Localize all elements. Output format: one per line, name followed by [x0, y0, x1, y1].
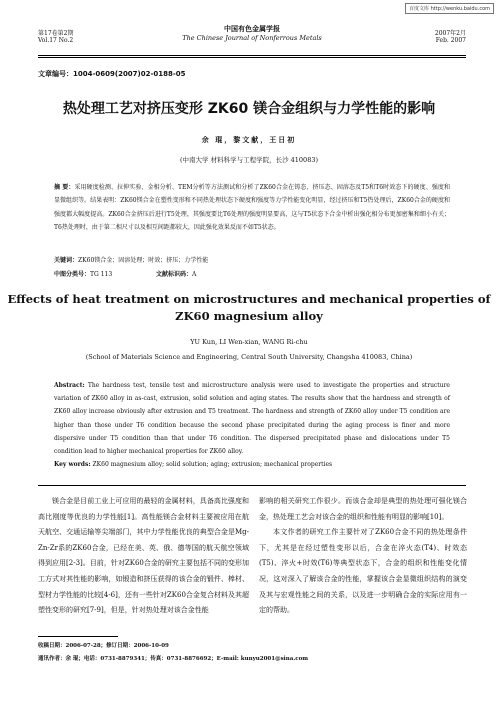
doc-code-label: 文献标识码：	[156, 271, 193, 278]
watermark: 百度文库 http://wenku.baidu.com	[405, 3, 494, 14]
abstract-en-text: The hardness test, tensile test and microstructure analysis were used to investigate the properties and structure variation of ZK60 alloy in as-cast, extrusion, solid solution and aging states. The results show that the hardness and strength of ZK60 alloy increase obviously after extrusion and T5 treatment. The hardness and strength of ZK60 alloy under T5 condition are higher than those under T6 condition because the second phase precipitated during the aging process is finer and more dispersive under T5 condition than that under T6 condition. The dispersed precipitated phase and dislocations under T5 condition lead to higher mechanical properties for ZK60 alloy.	[54, 382, 450, 456]
abstract-cn-text: 采用硬度检测、拉伸实验、金相分析、TEM分析等方法测试和分析了ZK60合金在铸态、挤压态、固溶态及T5和T6时效态下的硬度、强度和显微组织等。结果表明：ZK60镁合金在塑性变形和不同热处理状态下硬度和强度等力学性能变化明显，经过挤压和T5热处理后，ZK60合金的硬度和强度都大幅度提高。ZK60合金挤压后进行T5处理，其强度要比T6处理的强度明显要高，这与T5状态下合金中析出强化相分布更加密集和细小有关；T6热处理时，由于第二相尺寸以及相互间距都较大，因此强化效果反而不如T5状态。	[54, 184, 451, 231]
journal-name-en: The Chinese Journal of Nonferrous Metals	[182, 34, 322, 42]
clc-value: TG 113	[90, 271, 113, 278]
header-rule-bottom	[38, 57, 466, 58]
footnote-rule	[38, 636, 118, 637]
affiliation-en: (School of Materials Science and Engineering, Central South University, Changsha 410083, China)	[85, 353, 413, 361]
clc-label: 中图分类号：	[54, 271, 91, 278]
doc-code-value: A	[192, 271, 197, 278]
keywords-en	[54, 458, 450, 471]
body-right-paragraph-1: 影响的相关研究工作很少。而该合金却是典型的热处理可强化镁合金，热处理工艺会对该合金的组织和性能有明显的影响[10]。	[259, 497, 467, 521]
authors-en: YU Kun, LI Wen-xian, WANG Ri-chu	[190, 338, 308, 346]
keywords-en-label: Key words:	[54, 461, 91, 468]
body-column-left	[38, 494, 249, 619]
title-cn: 热处理工艺对挤压变形 ZK60 镁合金组织与力学性能的影响	[62, 101, 436, 117]
volume-en: Vol.17 No.2	[38, 37, 74, 44]
abstract-divider	[38, 485, 466, 486]
abstract-cn	[54, 181, 450, 234]
affiliation-cn: (中南大学 材料科学与工程学院，长沙 410083)	[179, 156, 319, 164]
abstract-en-label: Abstract:	[54, 382, 85, 389]
date-en: Feb. 2007	[435, 37, 466, 44]
keywords-cn-label: 关键词：	[54, 257, 79, 264]
title-en: Effects of heat treatment on microstructures and mechanical properties of ZK60 magnesium alloy	[7, 292, 491, 323]
authors-cn: 余 琨，黎文献，王日初	[201, 135, 297, 144]
journal-header	[38, 22, 466, 52]
journal-name-cn: 中国有色金属学报	[224, 24, 280, 33]
keywords-cn-text: ZK60镁合金；固溶处理；时效；挤压；力学性能	[78, 257, 209, 264]
keywords-en-text: ZK60 magnesium alloy; solid solution; aging; extrusion; mechanical properties	[92, 461, 333, 468]
footnote-received: 收稿日期：2006-07-28；修订日期：2006-10-09	[38, 643, 169, 649]
header-rule-top	[38, 55, 466, 56]
volume-cn: 第17卷第2期	[38, 30, 74, 37]
abstract-cn-label: 摘 要：	[54, 184, 75, 191]
footnote-correspondence: 通讯作者：余 琨；电话：0731-8879341；传真：0731-8876692；E-mail: kunyu2001@sina.com	[38, 656, 309, 662]
article-number: 文章编号：1004-0609(2007)02-0188-05	[38, 70, 186, 78]
date-cn: 2007年2月	[434, 30, 466, 37]
abstract-en	[54, 379, 450, 458]
body-left-text: 镁合金是目前工业上可应用的最轻的金属材料，具备高比强度和高比刚度等优良的力学性能[1]。高性能镁合金材料主要被应用在航天航空、交通运输等尖端部门，其中力学性能优良的典型合金是Mg-Zn-Zr系的ZK60合金，已经在美、英、俄、德等国的航天航空领域得到应用[2-3]。目前，针对ZK60合金的研究主要包括不同的变形加工方式对其性能的影响，如锻造和挤压获得的该合金的锻件、棒材、型材力学性能的比较[4-6]，还有一些针对ZK60合金复合材料及其超塑性变形的研究[7-9]，但是，针对热处理对该合金性能	[38, 497, 249, 615]
classification-cn	[54, 268, 450, 281]
keywords-cn	[54, 254, 450, 267]
body-right-paragraph-2: 本文作者的研究工作主要针对了ZK60合金不同的热处理条件下，尤其是在经过塑性变形以后，合金在淬火态(T4)、时效态(T5)、淬火+时效(T6)等典型状态下，合金的组织和性能变化情况，这对深入了解该合金的性能，掌握该合金显微组织结构的演变及其与宏观性能之间的关系，以及进一步明确合金的实际应用有一定的帮助。	[259, 528, 467, 615]
body-column-right	[259, 494, 467, 619]
